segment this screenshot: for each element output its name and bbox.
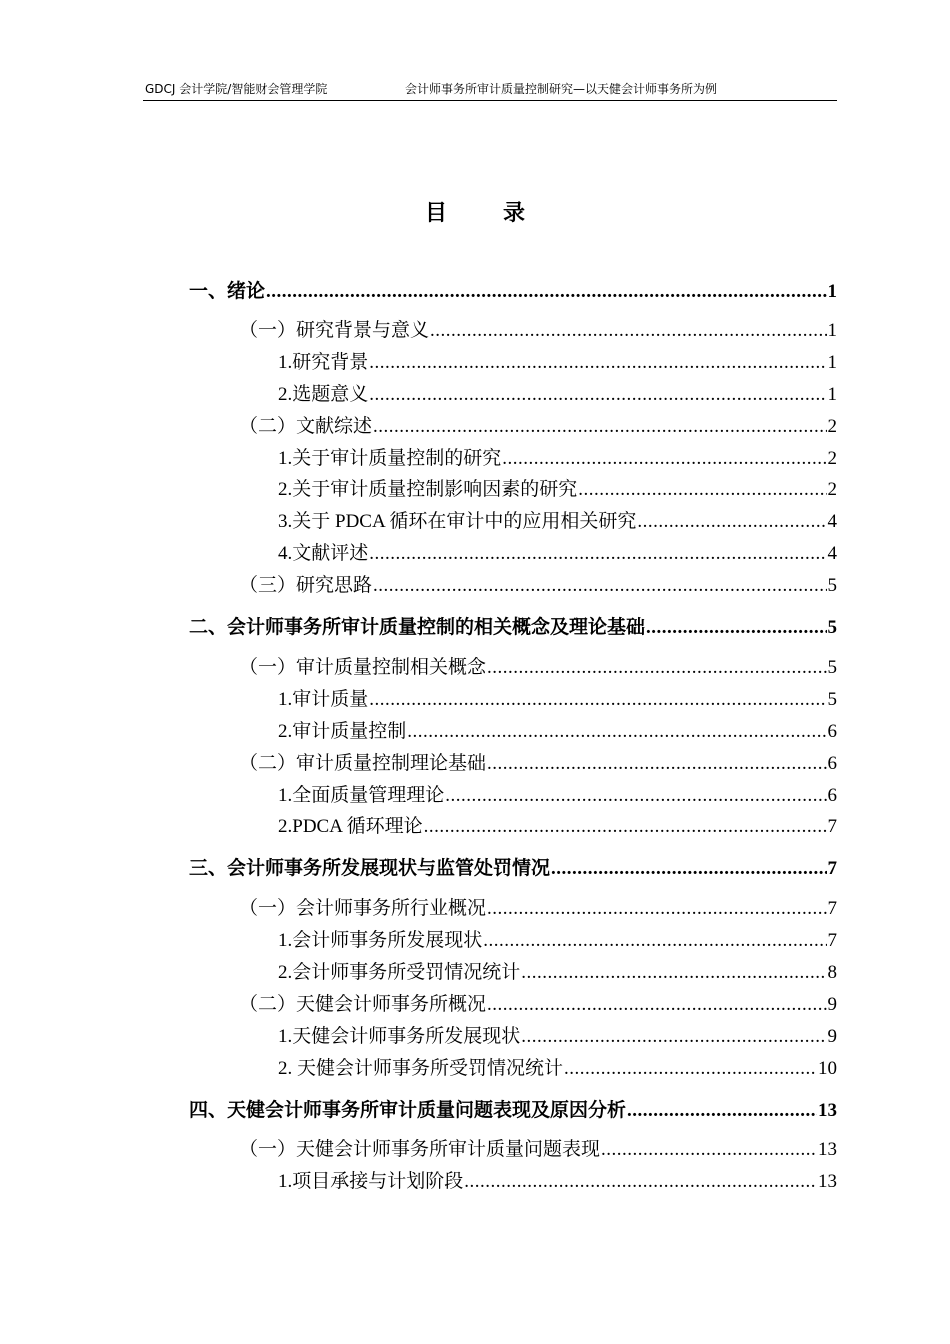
- toc-entry-page: 2: [827, 416, 837, 437]
- toc-entry-label: （三）研究思路: [239, 575, 373, 596]
- toc-entry-label: 4.文献评述: [278, 543, 369, 564]
- toc-entry-label: 1.天健会计师事务所发展现状: [278, 1026, 521, 1047]
- toc-entry-page: 13: [818, 1139, 837, 1160]
- toc-entry-label: （二）天健会计师事务所概况: [239, 994, 487, 1015]
- toc-entry-label: 1.研究背景: [278, 352, 369, 373]
- toc-entry-label: （二）审计质量控制理论基础: [239, 753, 487, 774]
- toc-entry-page: 7: [827, 930, 837, 951]
- toc-entry-page: 4: [827, 511, 837, 532]
- toc-entry[interactable]: [278, 782, 837, 810]
- toc-entry[interactable]: [278, 1023, 837, 1051]
- toc-entry[interactable]: [239, 317, 837, 345]
- toc-entry[interactable]: [239, 1136, 837, 1164]
- toc-entry[interactable]: [278, 927, 837, 955]
- toc-entry-label: 四、天健会计师事务所审计质量问题表现及原因分析: [189, 1099, 627, 1121]
- toc-entry[interactable]: [239, 572, 837, 600]
- toc-entry-page: 1: [827, 384, 837, 405]
- title-char-2: 录: [503, 201, 526, 226]
- toc-entry-page: 8: [827, 962, 837, 983]
- toc-entry-page: 7: [827, 816, 837, 837]
- toc-entry[interactable]: [239, 750, 837, 778]
- toc-entry-page: 7: [827, 858, 837, 879]
- toc-entry[interactable]: [278, 508, 837, 536]
- toc-entry-page: 6: [827, 785, 837, 806]
- toc-entry-page: 5: [827, 575, 837, 596]
- toc-entry-label: （一）天健会计师事务所审计质量问题表现: [239, 1139, 601, 1160]
- toc-entry-page: 5: [827, 689, 837, 710]
- toc-entry[interactable]: [278, 476, 837, 504]
- toc-entry-label: 三、会计师事务所发展现状与监管处罚情况: [189, 857, 551, 879]
- toc-entry-label: 2.选题意义: [278, 384, 369, 405]
- toc-entry[interactable]: [278, 381, 837, 409]
- toc-entry-label: 2.PDCA 循环理论: [278, 816, 423, 837]
- page-header: [143, 78, 837, 101]
- toc-entry[interactable]: [189, 1096, 837, 1124]
- toc-entry[interactable]: [278, 1168, 837, 1196]
- toc-entry-page: 5: [827, 617, 837, 638]
- toc-entry[interactable]: [239, 895, 837, 923]
- toc-entry-page: 1: [827, 281, 837, 302]
- toc-entry[interactable]: [278, 718, 837, 746]
- toc-entry-label: 1.审计质量: [278, 689, 369, 710]
- toc-entry-page: 2: [827, 448, 837, 469]
- toc-entry-label: 一、绪论: [189, 280, 266, 302]
- toc-entry[interactable]: [278, 1055, 837, 1083]
- toc-entry[interactable]: [239, 413, 837, 441]
- toc-entry-label: （二）文献综述: [239, 416, 373, 437]
- toc-entry-page: 10: [818, 1058, 837, 1079]
- toc-entry-label: 1.项目承接与计划阶段: [278, 1171, 464, 1192]
- toc-entry-page: 9: [827, 994, 837, 1015]
- toc-entry[interactable]: [278, 813, 837, 841]
- toc-entry-page: 6: [827, 753, 837, 774]
- toc-entry-label: 2.关于审计质量控制影响因素的研究: [278, 479, 578, 500]
- toc-entry[interactable]: [278, 540, 837, 568]
- toc-entry-label: 2. 天健会计师事务所受罚情况统计: [278, 1058, 564, 1079]
- toc-entry-label: （一）会计师事务所行业概况: [239, 898, 487, 919]
- toc-entry[interactable]: [189, 854, 837, 882]
- toc-entry-page: 1: [827, 320, 837, 341]
- toc-entry-label: 2.会计师事务所受罚情况统计: [278, 962, 521, 983]
- toc-entry-label: 二、会计师事务所审计质量控制的相关概念及理论基础: [189, 616, 646, 638]
- toc-entry-page: 5: [827, 657, 837, 678]
- toc-entry[interactable]: [278, 686, 837, 714]
- toc-entry-page: 13: [818, 1100, 837, 1121]
- title-char-1: 目: [424, 201, 447, 226]
- page-title: [0, 196, 950, 227]
- header-left-text: GDCJ 会计学院/智能财会管理学院: [145, 82, 328, 96]
- toc-entry[interactable]: [189, 613, 837, 641]
- header-right-text: 会计师事务所审计质量控制研究—以天健会计师事务所为例: [405, 82, 718, 96]
- toc-entry[interactable]: [278, 959, 837, 987]
- toc-entry[interactable]: [278, 349, 837, 377]
- toc-entry-label: 1.关于审计质量控制的研究: [278, 448, 502, 469]
- toc-entry-page: 9: [827, 1026, 837, 1047]
- toc-entry-page: 1: [827, 352, 837, 373]
- toc-entry-page: 6: [827, 721, 837, 742]
- toc-entry[interactable]: [189, 277, 837, 305]
- toc-entry-label: 1.全面质量管理理论: [278, 785, 445, 806]
- toc-entry-label: 1.会计师事务所发展现状: [278, 930, 483, 951]
- toc-entry-page: 4: [827, 543, 837, 564]
- toc-entry-page: 2: [827, 479, 837, 500]
- toc-entry[interactable]: [278, 445, 837, 473]
- toc-entry-page: 13: [818, 1171, 837, 1192]
- toc-entry-label: （一）研究背景与意义: [239, 320, 430, 341]
- toc-entry-label: 2.审计质量控制: [278, 721, 407, 742]
- toc-entry[interactable]: [239, 654, 837, 682]
- toc-entry-page: 7: [827, 898, 837, 919]
- toc-entry[interactable]: [239, 991, 837, 1019]
- toc-entry-label: （一）审计质量控制相关概念: [239, 657, 487, 678]
- toc-entry-label: 3.关于 PDCA 循环在审计中的应用相关研究: [278, 511, 637, 532]
